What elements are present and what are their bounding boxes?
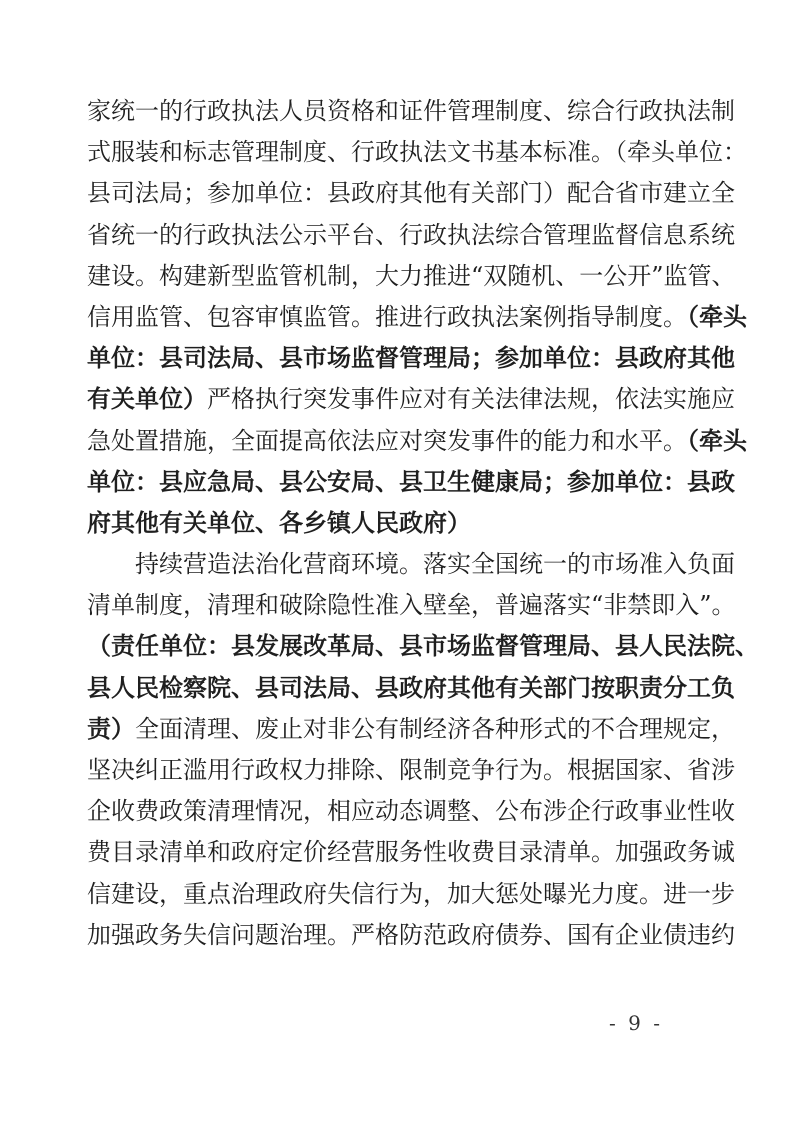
bold-text-segment: 单位：县司法局、县市场监督管理局；参加单位：县政府其他: [87, 343, 735, 373]
text-line: [87, 797, 735, 826]
text-segment: 信用监管、包容审慎监管。推进行政执法案例指导制度。: [87, 302, 687, 331]
text-segment: 信建设，重点治理政府失信行为，加大惩处曝光力度。进一步: [87, 879, 735, 908]
text-line: [87, 97, 735, 125]
text-line: [87, 672, 735, 702]
text-line: [87, 261, 736, 290]
text-segment: 费目录清单和政府定价经营服务性收费目录清单。加强政务诚: [87, 838, 735, 867]
text-segment: 建设。构建新型监管机制，大力推进“双随机、一公开”监管、: [87, 261, 736, 290]
text-segment: 严格执行突发事件应对有关法律法规，依法实施应: [207, 385, 735, 414]
page-number: - 9 -: [609, 1011, 663, 1035]
bold-text-segment: 县人民检察院、县司法局、县政府其他有关部门按职责分工负: [87, 672, 735, 702]
text-segment: 坚决纠正滥用行政权力排除、限制竞争行为。根据国家、省涉: [87, 756, 735, 784]
text-line: [87, 920, 735, 949]
text-line: [87, 138, 747, 167]
text-line: [87, 550, 735, 579]
text-segment: 持续营造法治化营商环境。落实全国统一的市场准入负面: [135, 550, 735, 579]
text-segment: 企收费政策清理情况，相应动态调整、公布涉企行政事业性收: [87, 797, 735, 826]
text-segment: 式服装和标志管理制度、行政执法文书基本标准。（牵头单位：: [87, 138, 747, 167]
text-line: [87, 425, 747, 455]
bold-text-segment: 有关单位）: [87, 384, 207, 414]
text-segment: 家统一的行政执法人员资格和证件管理制度、综合行政执法制: [87, 97, 735, 125]
text-line: [87, 591, 736, 620]
text-segment: 加强政务失信问题治理。严格防范政府债券、国有企业债违约: [87, 920, 735, 949]
body-text: [87, 97, 759, 964]
bold-text-segment: （牵头: [687, 425, 747, 455]
text-line: [87, 220, 735, 249]
text-line: [87, 343, 735, 373]
bold-text-segment: （牵头: [687, 301, 747, 331]
text-line: [87, 631, 759, 661]
text-line: [87, 179, 735, 208]
bold-text-segment: （责任单位：县发展改革局、县市场监督管理局、县人民法院、: [87, 631, 759, 661]
bold-text-segment: 单位：县应急局、县公安局、县卫生健康局；参加单位：县政: [87, 466, 735, 496]
text-segment: 急处置措施，全面提高依法应对突发事件的能力和水平。: [87, 426, 687, 455]
text-line: [87, 507, 727, 537]
text-segment: 全面清理、废止对非公有制经济各种形式的不合理规定，: [135, 714, 735, 743]
text-line: [87, 838, 735, 867]
text-segment: 县司法局；参加单位：县政府其他有关部门）配合省市建立全: [87, 179, 735, 208]
text-line: [87, 384, 735, 414]
text-line: [87, 301, 747, 331]
bold-text-segment: 责）: [87, 713, 135, 743]
text-line: [87, 466, 735, 496]
text-line: [87, 879, 735, 908]
text-line: [87, 756, 735, 784]
text-segment: 省统一的行政执法公示平台、行政执法综合管理监督信息系统: [87, 220, 735, 249]
bold-text-segment: 府其他有关单位、各乡镇人民政府）: [87, 507, 471, 537]
text-line: [87, 713, 735, 743]
text-segment: 清单制度，清理和破除隐性准入壁垒，普遍落实“非禁即入”。: [87, 591, 736, 620]
